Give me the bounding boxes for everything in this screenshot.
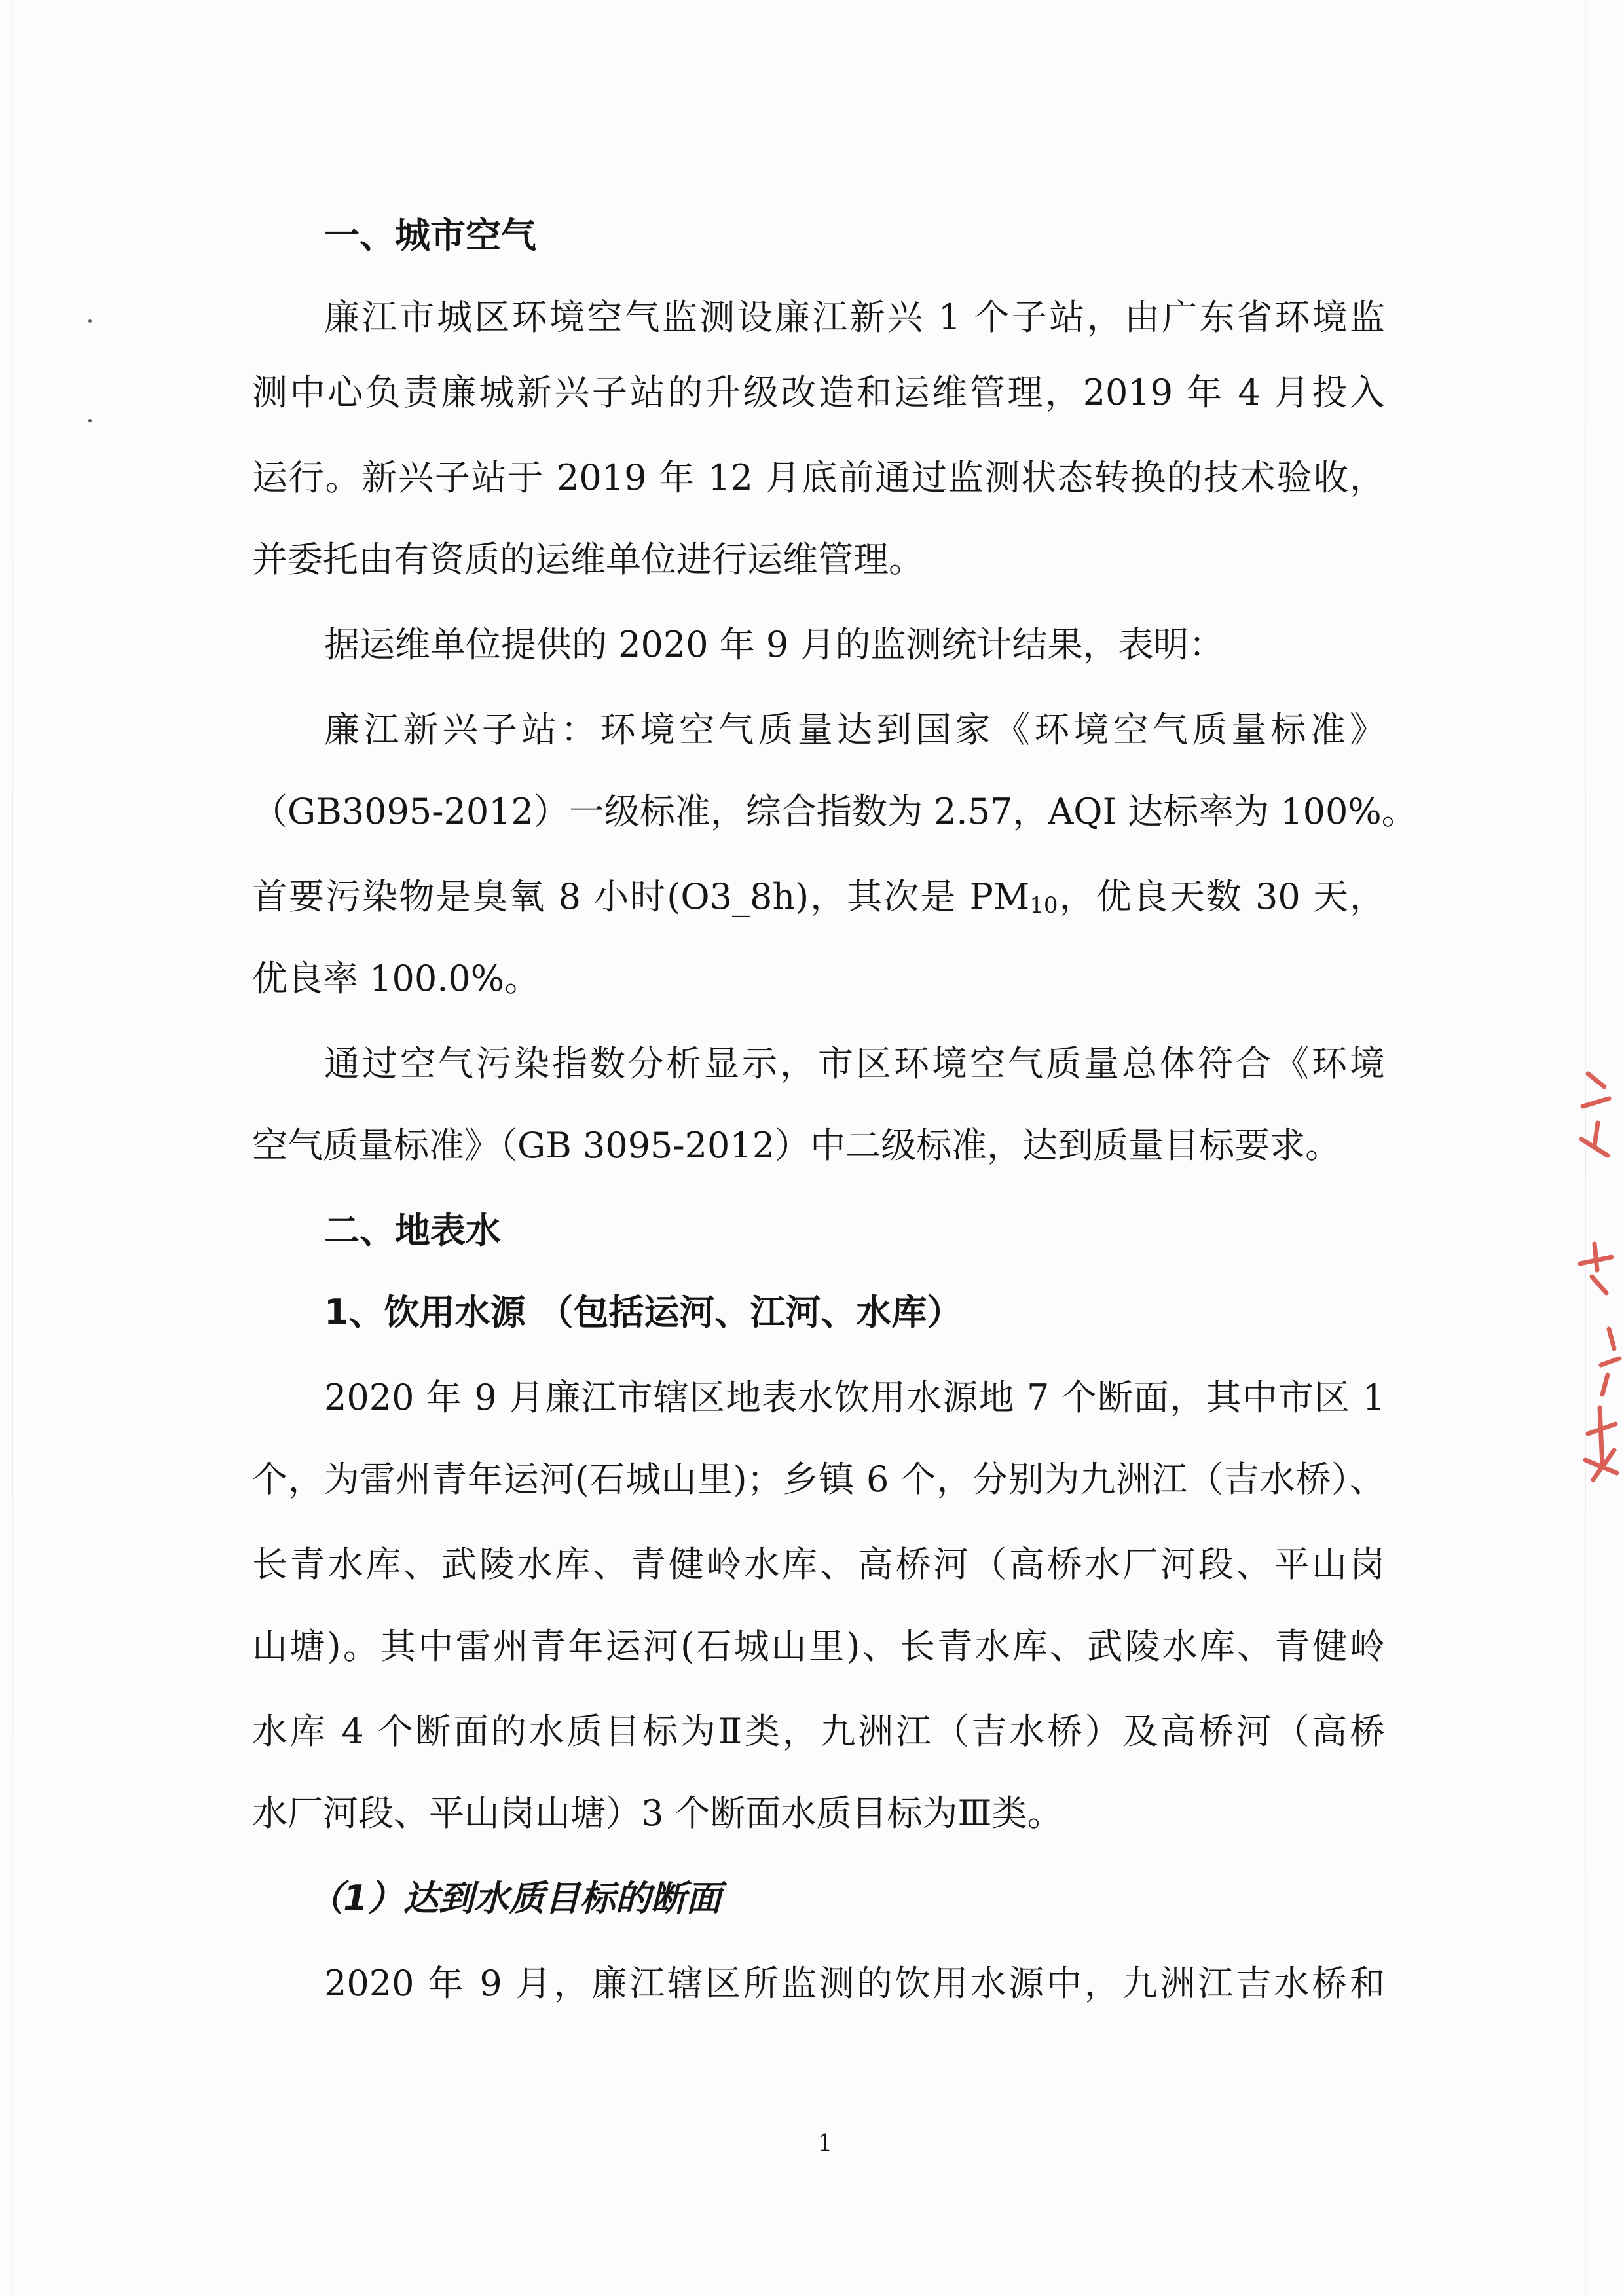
page-number: 1 [817,2130,833,2157]
paragraph-line: 个，为雷州青年运河(石城山里)；乡镇 6 个，分别为九洲江（吉水桥）、 [252,1459,1385,1500]
subsection-heading-meeting-targets: （1）达到水质目标的断面 [308,1878,722,1919]
subscript: 10 [1029,892,1058,919]
paragraph-line: 2020 年 9 月廉江市辖区地表水饮用水源地 7 个断面，其中市区 1 [324,1377,1385,1418]
paragraph-line: 并委托由有资质的运维单位进行运维管理。 [252,539,924,580]
paragraph-line: 长青水库、武陵水库、青健岭水库、高桥河（高桥水厂河段、平山岗 [252,1544,1385,1585]
text-segment: 首要污染物是臭氧 8 小时(O3_8h)，其次是 PM [252,876,1030,917]
paragraph-line: 测中心负责廉城新兴子站的升级改造和运维管理，2019 年 4 月投入 [252,372,1385,413]
scan-speck [88,419,92,422]
paragraph-line: 据运维单位提供的 2020 年 9 月的监测统计结果，表明： [324,624,1225,665]
section-heading-surface-water: 二、地表水 [324,1210,501,1251]
section-heading-city-air: 一、城市空气 [324,215,536,256]
paragraph-line: （GB3095-2012）一级标准，综合指数为 2.57，AQI 达标率为 100%。 [252,791,1417,832]
paragraph-line: 优良率 100.0%。 [252,958,540,999]
paragraph-line: 运行。新兴子站于 2019 年 12 月底前通过监测状态转换的技术验收， [252,457,1385,498]
paragraph-line: 廉江新兴子站：环境空气质量达到国家《环境空气质量标准》 [324,709,1385,750]
paragraph-line: 山塘)。其中雷州青年运河(石城山里)、长青水库、武陵水库、青健岭 [252,1626,1385,1667]
paragraph-line: 2020 年 9 月，廉江辖区所监测的饮用水源中，九洲江吉水桥和 [324,1963,1385,2004]
red-seal-stamp [1568,1067,1624,1493]
paragraph-line: 通过空气污染指数分析显示，市区环境空气质量总体符合《环境 [324,1043,1385,1084]
paragraph-line: 廉江市城区环境空气监测设廉江新兴 1 个子站，由广东省环境监 [324,297,1385,338]
paragraph-line: 水库 4 个断面的水质目标为Ⅱ类，九洲江（吉水桥）及高桥河（高桥 [252,1711,1385,1752]
paragraph-line-pm10 [252,871,1385,923]
text-segment: ，优良天数 30 天， [1058,876,1385,917]
subsection-heading-drinking-water: 1、饮用水源 （包括运河、江河、水库） [324,1292,963,1333]
paragraph-line: 空气质量标准》（GB 3095-2012）中二级标准，达到质量目标要求。 [252,1125,1341,1166]
paragraph-line: 水厂河段、平山岗山塘）3 个断面水质目标为Ⅲ类。 [252,1793,1063,1834]
scan-speck [88,319,92,323]
scan-edge [12,0,13,2296]
